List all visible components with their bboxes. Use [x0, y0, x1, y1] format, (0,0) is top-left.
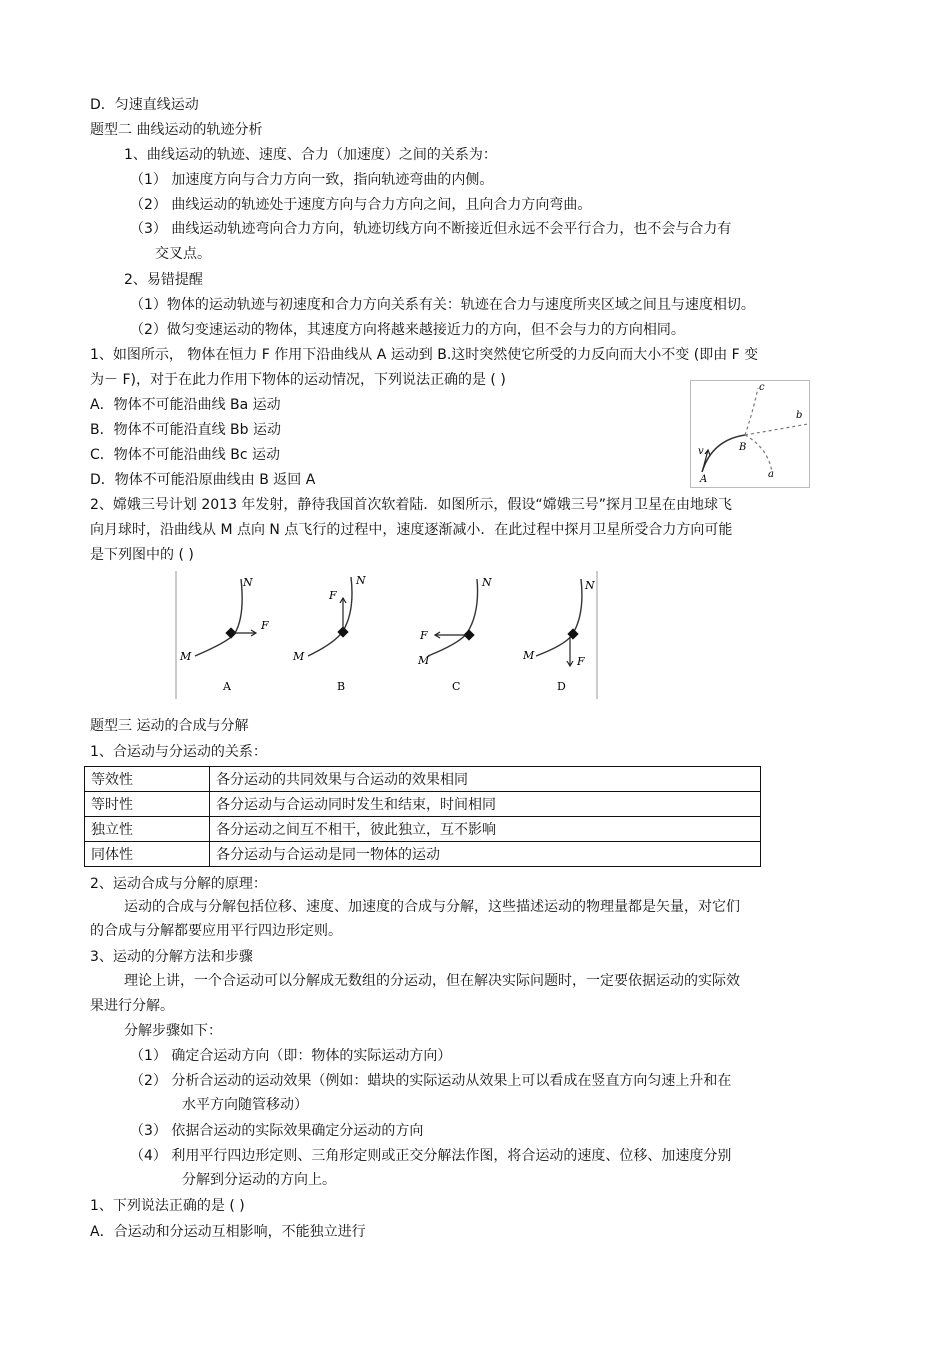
panel-a-label-m: M	[180, 650, 192, 663]
table-row	[85, 817, 761, 842]
table-cell-value: 各分运动与合运动同时发生和结束，时间相同	[210, 792, 761, 817]
point-2-heading: 2、易错提醒	[124, 272, 203, 288]
table-cell-key: 等时性	[85, 792, 210, 817]
table-row	[85, 767, 761, 792]
principle-text: 运动的合成与分解包括位移、速度、加速度的合成与分解，这些描述运动的物理量都是矢量，对它们	[124, 899, 740, 915]
panel-c-label-m: M	[418, 654, 430, 667]
question-2-stem-cont2: 是下列图中的 ( )	[90, 547, 194, 563]
step-2: （2） 分析合运动的运动效果（例如：蜡块的实际运动从效果上可以看成在竖直方向匀速上升和在	[130, 1073, 732, 1089]
question-2-stem: 2、嫦娥三号计划 2013 年发射，静待我国首次软着陆．如图所示，假设“嫦娥三号”探月卫星在由地球飞	[90, 497, 732, 513]
panel-d-label-n: N	[585, 579, 595, 592]
relation-heading: 1、合运动与分运动的关系：	[90, 744, 267, 760]
panel-c-label-n: N	[482, 576, 492, 589]
principle-heading: 2、运动合成与分解的原理：	[90, 876, 267, 892]
question-1-option-d: D．物体不可能沿原曲线由 B 返回 A	[90, 472, 316, 488]
table-cell-value: 各分运动的共同效果与合运动的效果相同	[210, 767, 761, 792]
panel-d	[522, 579, 595, 693]
point-1-heading: 1、曲线运动的轨迹、速度、合力（加速度）之间的关系为：	[124, 147, 497, 163]
point-2-item-1: （1）物体的运动轨迹与初速度和合力方向关系有关：轨迹在合力与速度所夹区域之间且与速度相切。	[130, 297, 755, 313]
panel-b	[292, 574, 366, 693]
method-text: 理论上讲，一个合运动可以分解成无数组的分运动，但在解决实际问题时，一定要依据运动的实际效	[124, 973, 740, 989]
fig1-label-a-point: A	[700, 474, 708, 485]
panel-b-caption: B	[337, 680, 346, 693]
method-text-cont: 果进行分解。	[90, 998, 174, 1014]
panel-c-label-f: F	[420, 629, 428, 642]
step-4-cont: 分解到分运动的方向上。	[182, 1172, 336, 1188]
panel-a-label-n: N	[243, 576, 253, 589]
trajectory-figure	[690, 380, 810, 488]
point-2-item-2: （2）做匀变速运动的物体，其速度方向将越来越接近力的方向，但不会与力的方向相同。	[130, 322, 685, 338]
table-cell-key: 独立性	[85, 817, 210, 842]
table-row	[85, 842, 761, 867]
panel-b-label-m: M	[293, 650, 305, 663]
fig1-label-b-point: B	[739, 442, 747, 453]
question-1-stem: 1、如图所示， 物体在恒力 F 作用下沿曲线从 A 运动到 B.这时突然使它所受的力反向而大小不变 (即由 F 变	[90, 347, 759, 363]
force-direction-figure	[175, 571, 599, 699]
point-1-item-2: （2） 曲线运动的轨迹处于速度方向与合力方向之间，且向合力方向弯曲。	[130, 197, 592, 213]
panel-c-caption: C	[452, 680, 461, 693]
option-d-uniform-linear: D．匀速直线运动	[90, 97, 199, 113]
question-3-stem: 1、下列说法正确的是 ( )	[90, 1198, 245, 1214]
relation-table	[84, 766, 761, 867]
panel-c	[417, 576, 492, 693]
panel-b-label-f: F	[329, 589, 337, 602]
step-1: （1） 确定合运动方向（即：物体的实际运动方向）	[130, 1048, 452, 1064]
panel-a-label-f: F	[261, 619, 269, 632]
step-3: （3） 依据合运动的实际效果确定分运动的方向	[130, 1123, 424, 1139]
fig1-label-v: v	[698, 446, 704, 457]
question-2-stem-cont: 向月球时，沿曲线从 M 点向 N 点飞行的过程中，速度逐渐减小．在此过程中探月卫星所受合力方向可能	[90, 522, 733, 538]
table-cell-value: 各分运动与合运动是同一物体的运动	[210, 842, 761, 867]
table-row	[85, 792, 761, 817]
method-heading: 3、运动的分解方法和步骤	[90, 949, 253, 965]
fig1-label-b: b	[796, 410, 803, 421]
question-1-stem-cont: 为－ F)，对于在此力作用下物体的运动情况，下列说法正确的是 ( )	[90, 372, 506, 388]
fig1-label-c: c	[759, 382, 765, 393]
panel-d-caption: D	[557, 680, 566, 693]
panel-b-label-n: N	[356, 574, 366, 587]
question-1-option-a: A．物体不可能沿曲线 Ba 运动	[90, 397, 281, 413]
panel-d-label-f: F	[577, 655, 585, 668]
steps-heading: 分解步骤如下：	[124, 1023, 222, 1039]
section-title-type-two: 题型二 曲线运动的轨迹分析	[90, 122, 263, 138]
question-1-option-b: B．物体不可能沿直线 Bb 运动	[90, 422, 281, 438]
table-cell-key: 同体性	[85, 842, 210, 867]
table-cell-key: 等效性	[85, 767, 210, 792]
panel-d-label-m: M	[523, 649, 535, 662]
question-3-option-a: A．合运动和分运动互相影响，不能独立进行	[90, 1224, 366, 1240]
point-1-item-1: （1） 加速度方向与合力方向一致，指向轨迹弯曲的内侧。	[130, 172, 494, 188]
point-1-item-3: （3） 曲线运动轨迹弯向合力方向，轨迹切线方向不断接近但永远不会平行合力，也不会与合力有	[130, 221, 732, 237]
panel-a-caption: A	[223, 680, 231, 693]
fig1-label-a: a	[768, 469, 774, 480]
table-cell-value: 各分运动之间互不相干，彼此独立，互不影响	[210, 817, 761, 842]
principle-text-cont: 的合成与分解都要应用平行四边形定则。	[90, 923, 342, 939]
section-title-type-three: 题型三 运动的合成与分解	[90, 718, 249, 734]
question-1-option-c: C．物体不可能沿曲线 Bc 运动	[90, 447, 280, 463]
point-1-item-3-cont: 交叉点。	[155, 246, 211, 262]
panel-a	[179, 576, 269, 693]
step-4: （4） 利用平行四边形定则、三角形定则或正交分解法作图，将合运动的速度、位移、加速度分别	[130, 1148, 732, 1164]
step-2-cont: 水平方向随管移动）	[182, 1097, 308, 1113]
